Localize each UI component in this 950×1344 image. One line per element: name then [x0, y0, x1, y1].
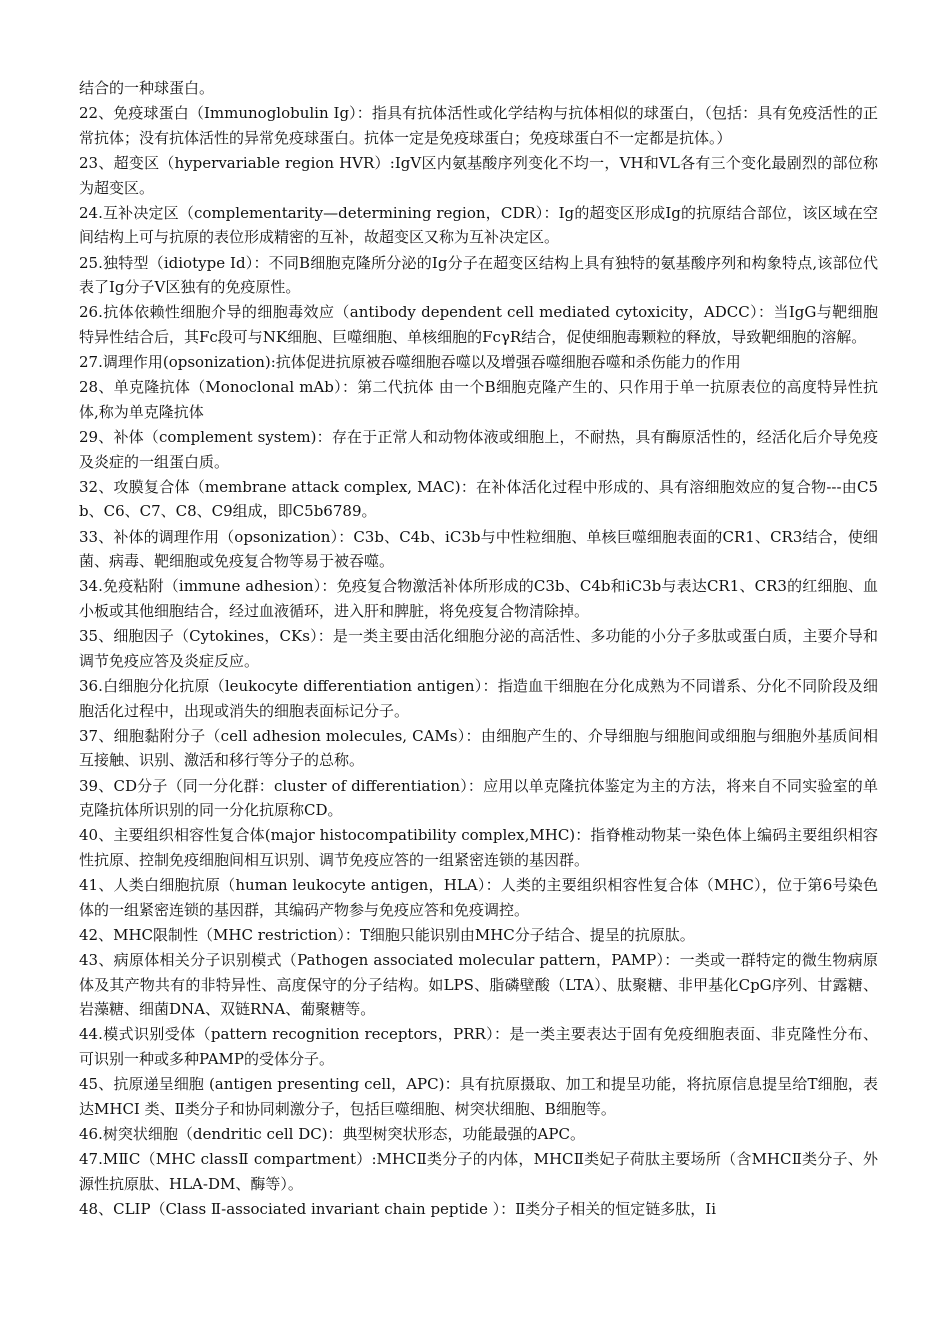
- paragraph-complement-system: 29、补体（complement system)：存在于正常人和动物体液或细胞上，不耐热，具有酶原活性的，经活化后介导免疫及炎症的一组蛋白质。: [79, 428, 878, 471]
- paragraph-pamp: 43、病原体相关分子识别模式（Pathogen associated molecular pattern，PAMP）：一类或一群特定的微生物病原体及其产物共有的非特异性、高度保守的分子结构。如LPS、脂磷壁酸（LTA）、肽聚糖、非甲基化CpG序列、甘露糖、岩藻糖、细菌DNA、双链RNA、葡聚糖等。: [79, 951, 878, 1019]
- paragraph-hypervariable-region: 23、超变区（hypervariable region HVR）:IgV区内氨基酸序列变化不均一，VH和VL各有三个变化最剧烈的部位称为超变区。: [79, 153, 878, 197]
- paragraph-mhc-restriction: 42、MHC限制性（MHC restriction）：T细胞只能识别由MHC分子结合、提呈的抗原肽。: [79, 925, 695, 944]
- paragraph-cytokines: 35、细胞因子（Cytokines，CKs）：是一类主要由活化细胞分泌的高活性、多功能的小分子多肽或蛋白质，主要介导和调节免疫应答及炎症反应。: [79, 627, 878, 670]
- paragraph-monoclonal-antibody: 28、单克隆抗体（Monoclonal mAb）：第二代抗体 由一个B细胞克隆产生的、只作用于单一抗原表位的高度特异性抗体,称为单克隆抗体: [79, 378, 878, 421]
- paragraph-opsonization: 27.调理作用(opsonization):抗体促进抗原被吞噬细胞吞噬以及增强吞噬细胞吞噬和杀伤能力的作用: [79, 353, 741, 372]
- paragraph-cdr: 24.互补决定区（complementarity—determining region，CDR）：Ig的超变区形成Ig的抗原结合部位，该区域在空间结构上可与抗原的表位形成精密的互补，故超变区又称为互补决定区。: [79, 203, 878, 247]
- paragraph-continuation: 结合的一种球蛋白。: [79, 79, 215, 97]
- paragraph-complement-opsonization: 33、补体的调理作用（opsonization）：C3b、C4b、iC3b与中性粒细胞、单核巨噬细胞表面的CR1、CR3结合，使细菌、病毒、靶细胞或免疫复合物等易于被吞噬。: [79, 527, 878, 571]
- paragraph-idiotype: 25.独特型（idiotype Id）：不同B细胞克隆所分泌的Ig分子在超变区结构上具有独特的氨基酸序列和构象特点,该部位代表了Ig分子V区独有的免疫原性。: [79, 253, 878, 297]
- paragraph-cd-molecule: 39、CD分子（同一分化群：cluster of differentiation）：应用以单克隆抗体鉴定为主的方法，将来自不同实验室的单克隆抗体所识别的同一分化抗原称CD。: [79, 776, 878, 820]
- paragraph-immunoglobulin: 22、免疫球蛋白（Immunoglobulin Ig）：指具有抗体活性或化学结构与抗体相似的球蛋白，（包括：具有免疫活性的正常抗体；没有抗体活性的异常免疫球蛋白。抗体一定是免疫球蛋白；免疫球蛋白不一定都是抗体。）: [79, 104, 878, 147]
- paragraph-mhc: 40、主要组织相容性复合体(major histocompatibility complex,MHC)：指脊椎动物某一染色体上编码主要组织相容性抗原、控制免疫细胞间相互识别、调节免疫应答的一组紧密连锁的基因群。: [79, 826, 878, 869]
- paragraph-cams: 37、细胞黏附分子（cell adhesion molecules, CAMs）：由细胞产生的、介导细胞与细胞间或细胞与细胞外基质间相互接触、识别、激活和移行等分子的总称。: [79, 726, 878, 770]
- paragraph-prr: 44.模式识别受体（pattern recognition receptors，PRR）：是一类主要表达于固有免疫细胞表面、非克隆性分布、可识别一种或多种PAMP的受体分子。: [79, 1025, 878, 1069]
- paragraph-clip: 48、CLIP（Class Ⅱ-associated invariant chain peptide ）：Ⅱ类分子相关的恒定链多肽，Ⅰi: [79, 1199, 717, 1218]
- paragraph-apc: 45、抗原递呈细胞 (antigen presenting cell，APC)：具有抗原摄取、加工和提呈功能，将抗原信息提呈给T细胞，表达MHCⅠ 类、Ⅱ类分子和协同刺激分子，包括巨噬细胞、树突状细胞、B细胞等。: [79, 1075, 878, 1118]
- paragraph-dendritic-cell: 46.树突状细胞（dendritic cell DC)：典型树突状形态，功能最强的APC。: [79, 1125, 585, 1143]
- paragraph-immune-adhesion: 34.免疫粘附（immune adhesion）：免疫复合物激活补体所形成的C3b、C4b和iC3b与表达CR1、CR3的红细胞、血小板或其他细胞结合，经过血液循环，进入肝和脾脏，将免疫复合物清除掉。: [79, 577, 878, 620]
- paragraph-leukocyte-differentiation-antigen: 36.白细胞分化抗原（leukocyte differentiation antigen）：指造血干细胞在分化成熟为不同谱系、分化不同阶段及细胞活化过程中，出现或消失的细胞表面标记分子。: [79, 676, 878, 720]
- paragraph-hla: 41、人类白细胞抗原（human leukocyte antigen，HLA）：人类的主要组织相容性复合体（MHC），位于第6号染色体的一组紧密连锁的基因群，其编码产物参与免疫应答和免疫调控。: [79, 876, 878, 919]
- paragraph-miic: 47.MⅡC（MHC classⅡ compartment）:MHCⅡ类分子的内体，MHCⅡ类妃子荷肽主要场所（含MHCⅡ类分子、外源性抗原肽、HLA-DM、酶等）。: [79, 1150, 878, 1193]
- paragraph-adcc: 26.抗体依赖性细胞介导的细胞毒效应（antibody dependent cell mediated cytoxicity，ADCC）：当IgG与靶细胞特异性结合后，其Fc段可与NK细胞、巨噬细胞、单核细胞的FcγR结合，促使细胞毒颗粒的释放，导致靶细胞的溶解。: [79, 303, 878, 346]
- paragraph-mac: 32、攻膜复合体（membrane attack complex, MAC)：在补体活化过程中形成的、具有溶细胞效应的复合物---由C5b、C6、C7、C8、C9组成，即C5b6789。: [79, 477, 878, 521]
